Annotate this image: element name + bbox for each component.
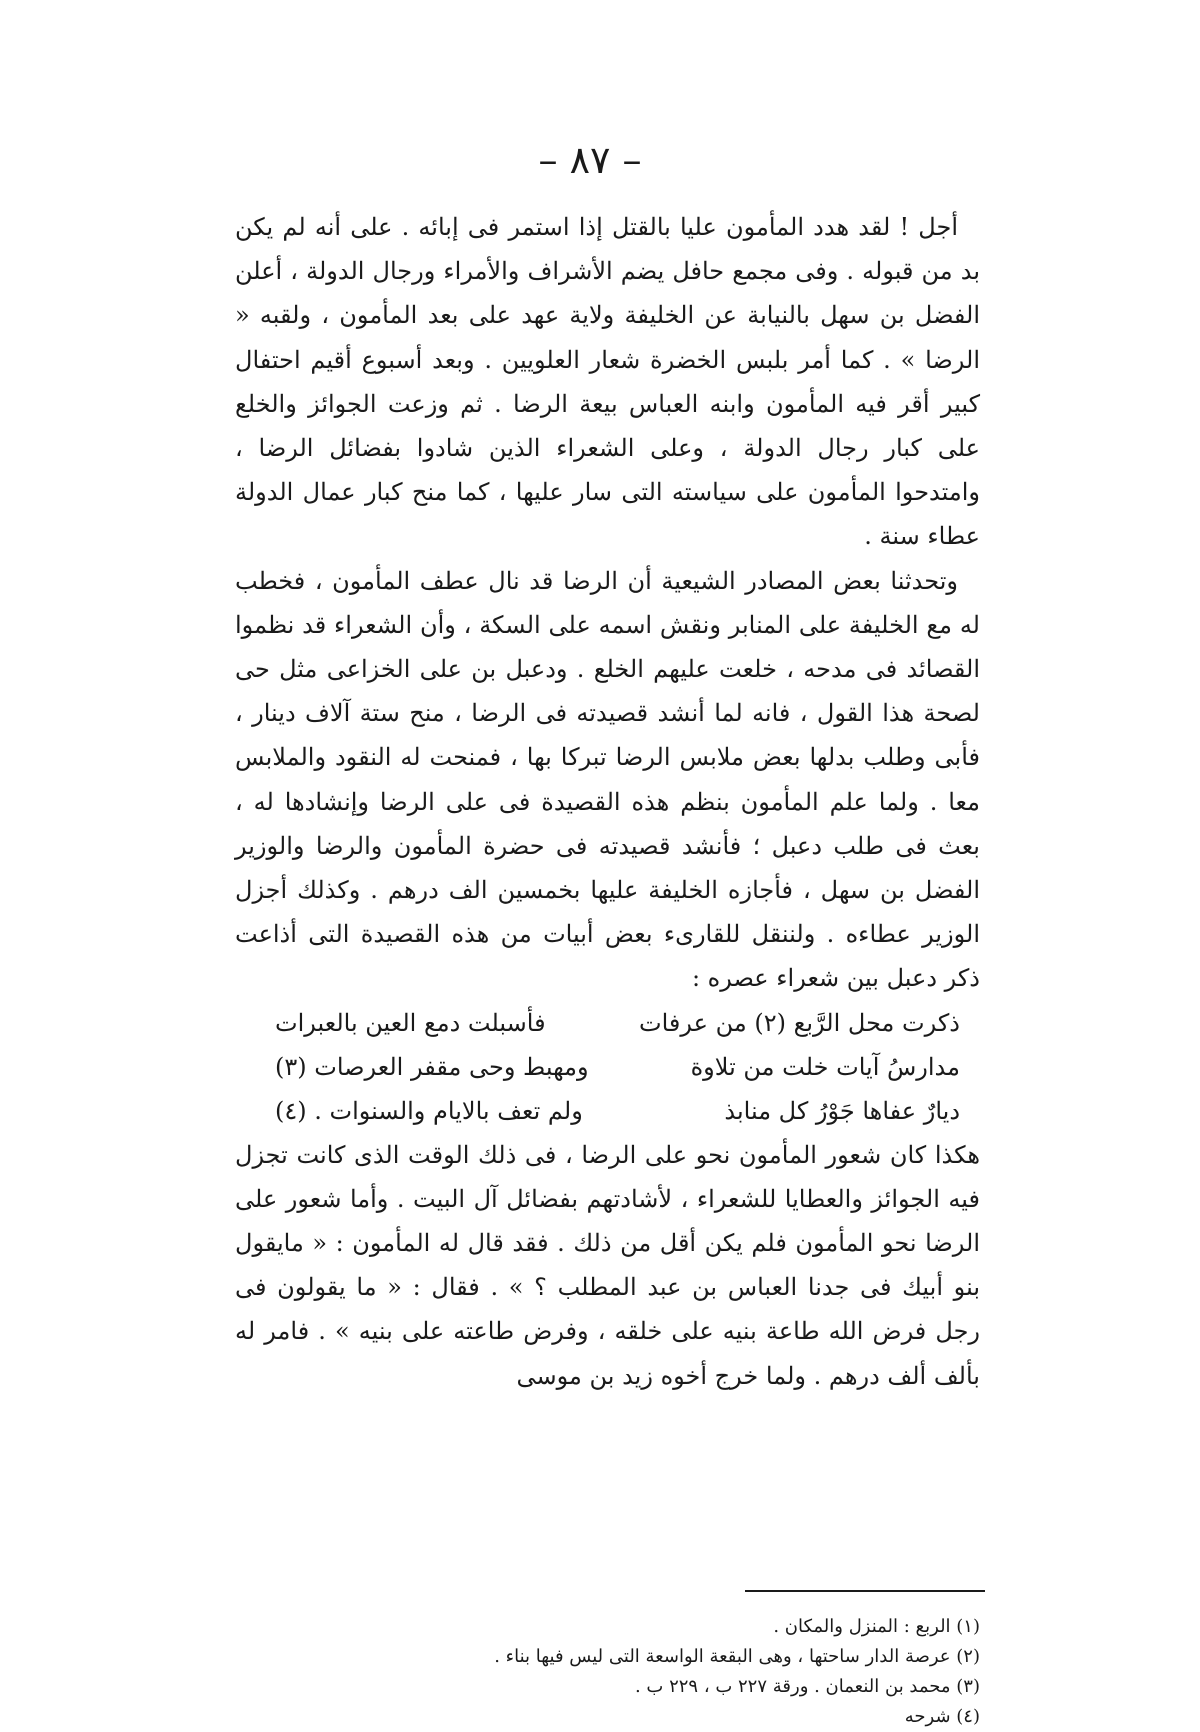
verse-hemistich-first: ذكرت محل الرَّبع (٢) من عرفات: [639, 1008, 960, 1037]
footnotes: [235, 1612, 980, 1732]
verse-line-3: [275, 1089, 960, 1133]
verse-hemistich-second: ولم تعف بالايام والسنوات . (٤): [275, 1096, 583, 1125]
verse-hemistich-first: ديارٌ عفاها جَوْرُ كل منابذ: [724, 1096, 960, 1125]
poem-verses: [235, 1001, 980, 1133]
paragraph-1: أجل ! لقد هدد المأمون عليا بالقتل إذا استمر فى إبائه . على أنه لم يكن بد من قبوله . وفى مجمع حافل يضم الأشراف والأمراء ورجال الدولة ، أعلن الفضل بن سهل بالنيابة عن الخليفة ولاية عهد على بعد المأمون ، ولقبه « الرضا » . كما أمر بلبس الخضرة شعار العلويين . وبعد أسبوع أقيم احتفال كبير أقر فيه المأمون وابنه العباس بيعة الرضا . ثم وزعت الجوائز والخلع على كبار رجال الدولة ، وعلى الشعراء الذين شادوا بفضائل الرضا ، وامتدحوا المأمون على سياسته التى سار عليها ، كما منح كبار عمال الدولة عطاء سنة .: [235, 213, 981, 551]
page-number: – ٨٧ –: [538, 138, 642, 182]
verse-line-2: [275, 1045, 960, 1089]
footnote-4: (٤) شرحه: [904, 1706, 980, 1727]
paragraph-3: هكذا كان شعور المأمون نحو على الرضا ، فى ذلك الوقت الذى كانت تجزل فيه الجوائز والعطايا للشعراء ، لأشادتهم بفضائل آل البيت . وأما شعور على الرضا نحو المأمون فلم يكن أقل من ذلك . فقد قال له المأمون : « مايقول بنو أبيك فى جدنا العباس بن عبد المطلب ؟ » . فقال : « ما يقولون فى رجل فرض الله طاعة بنيه على خلقه ، وفرض طاعته على بنيه » . فامر له بألف ألف درهم . ولما خرج أخوه زيد بن موسى: [235, 1140, 980, 1390]
verse-line-1: [275, 1001, 960, 1045]
verse-hemistich-second: فأسبلت دمع العين بالعبرات: [275, 1008, 546, 1037]
body-text: [235, 205, 980, 1398]
verse-hemistich-first: مدارسُ آيات خلت من تلاوة: [690, 1052, 960, 1081]
paragraph-2: وتحدثنا بعض المصادر الشيعية أن الرضا قد نال عطف المأمون ، فخطب له مع الخليفة على المنابر ونقش اسمه على السكة ، وأن الشعراء قد نظموا القصائد فى مدحه ، خلعت عليهم الخلع . ودعبل بن على الخزاعى مثل حى لصحة هذا القول ، فانه لما أنشد قصيدته فى الرضا ، منح ستة آلاف دينار ، فأبى وطلب بدلها بعض ملابس الرضا تبركا بها ، فمنحت له النقود والملابس معا . ولما علم المأمون بنظم هذه القصيدة فى على الرضا وإنشادها له ، بعث فى طلب دعبل ؛ فأنشد قصيدته فى حضرة المأمون والرضا والوزير الفضل بن سهل ، فأجازه الخليفة عليها بخمسين الف درهم . وكذلك أجزل الوزير عطاءه . ولننقل للقارىء بعض أبيات من هذه القصيدة التى أذاعت ذكر دعبل بين شعراء عصره :: [235, 566, 980, 993]
verse-hemistich-second: ومهبط وحى مقفر العرصات (٣): [275, 1052, 589, 1081]
footnote-1: (١) الربع : المنزل والمكان .: [773, 1616, 980, 1637]
footnote-divider: [745, 1590, 985, 1592]
footnote-3: (٣) محمد بن النعمان . ورقة ٢٢٧ ب ، ٢٢٩ ب .: [634, 1676, 980, 1697]
footnote-2: (٢) عرصة الدار ساحتها ، وهى البقعة الواسعة التى ليس فيها بناء .: [494, 1646, 980, 1667]
